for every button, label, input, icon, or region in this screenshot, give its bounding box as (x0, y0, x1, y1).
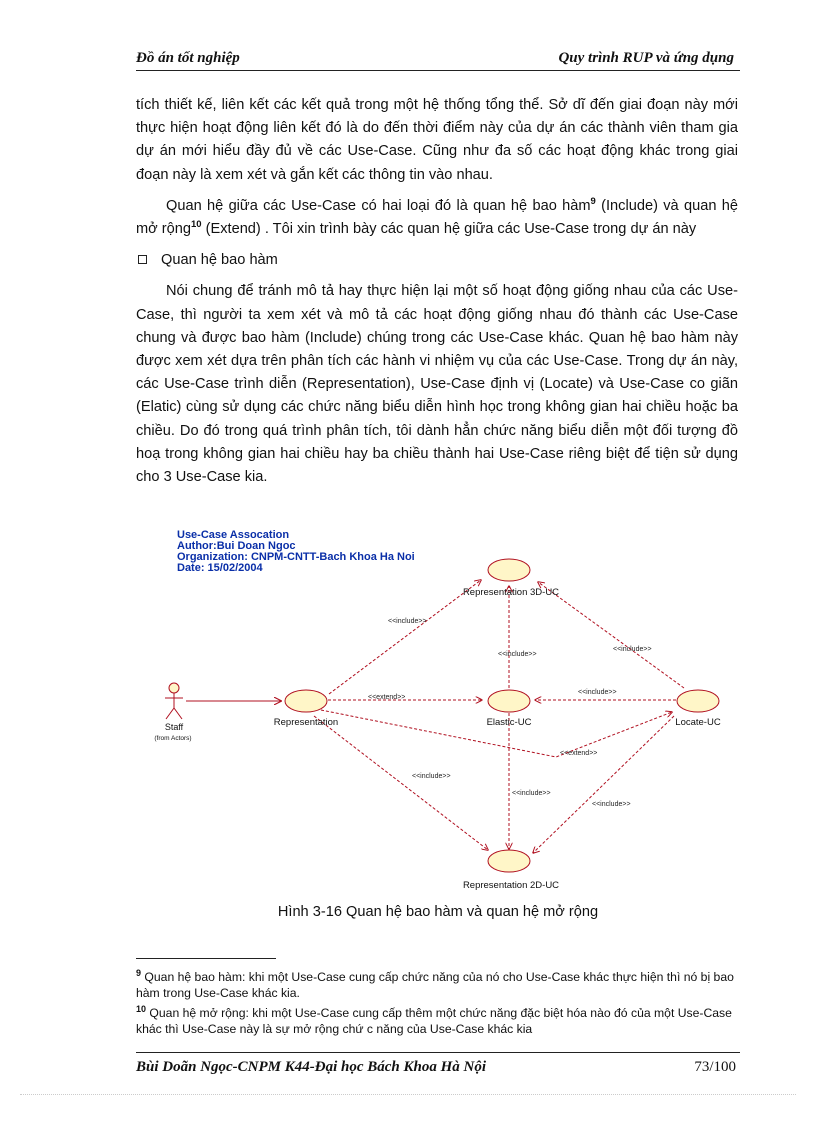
label-representation: Representation (273, 717, 339, 728)
actor-left-leg (166, 708, 174, 719)
footnote-9-number: 9 (136, 968, 142, 978)
use-case-diagram (136, 520, 740, 892)
footnote-9-text: Quan hệ bao hàm: khi một Use-Case cung cấp chức năng của nó cho Use-Case khác thực hiện thì nó bị bao hàm trong Use-Case khác kia. (136, 970, 734, 1001)
square-bullet-icon (138, 255, 147, 264)
bullet-text: Quan hệ bao hàm (161, 252, 278, 269)
label-include-elastic-3d: <<include>> (498, 651, 537, 658)
page-edge-divider (20, 1094, 796, 1095)
footer-author: Bùi Doãn Ngọc-CNPM K44-Đại học Bách Khoa Hà Nội (136, 1059, 487, 1075)
label-extend-rep-locate: <<extend>> (560, 750, 598, 757)
header-left: Đồ án tốt nghiệp (136, 50, 240, 66)
usecase-locate[interactable] (677, 690, 719, 712)
info-title: Use-Case Assocation (177, 529, 290, 541)
label-include-locate-2d: <<include>> (592, 801, 631, 808)
paragraph-3: Nói chung để tránh mô tả hay thực hiện lại một số hoạt động giống nhau của các Use-Case, thì người ta xem xét và mô tả các hoạt động giống nhau đó thành các Use-Case chung và được bao hàm (Include) chúng trong các Use-Case khác. Quan hệ bao hàm này được xem xét dựa trên phân tích các hành vi nhiệm vụ của các Use-Case. Trong dự án này, các Use-Case trình diễn (Representation), Use-Case định vị (Locate) và Use-Case co giãn (Elatic) cùng sử dụng các chức năng biểu diễn hình học trong không gian hai chiều hoặc ba chiều. Do đó trong quá trình phân tích, tôi dành hẳn chức năng biểu diễn một đối tượng đồ hoạ trong không gian hai chiều hay ba chiều thành hai Use-Case riêng biệt để tiện sử dụng cho 3 Use-Case kia. (136, 283, 738, 486)
actor-name: Staff (164, 722, 184, 732)
label-include-locate-elastic: <<include>> (578, 689, 617, 696)
use-cases (285, 559, 719, 872)
page-header (136, 48, 740, 71)
body-text (136, 94, 738, 497)
info-organization: Organization: CNPM-CNTT-Bach Khoa Ha Noi (177, 551, 415, 563)
actor-right-leg (174, 708, 182, 719)
usecase-representation-2d[interactable] (488, 850, 530, 872)
include-locate-to-2d[interactable] (533, 716, 674, 853)
paragraph-2-a: Quan hệ giữa các Use-Case có hai loại đó là quan hệ bao hàm (166, 197, 591, 214)
include-rep-to-2d[interactable] (314, 716, 488, 850)
actor-package: (from Actors) (154, 735, 192, 742)
footnote-10 (136, 1001, 740, 1037)
footnote-9 (136, 965, 740, 1001)
info-date: Date: 15/02/2004 (177, 562, 263, 574)
page-number: 73/100 (694, 1059, 736, 1075)
paragraph-2-b: (Include) và quan hệ mở rộng (136, 197, 738, 238)
actor-head (169, 683, 179, 693)
paragraph-2 (136, 195, 738, 241)
label-include-rep-2d: <<include>> (412, 773, 451, 780)
info-author: Author:Bui Doan Ngoc (177, 540, 296, 552)
footnote-ref-9[interactable]: 9 (590, 195, 596, 207)
page-footer (136, 1052, 740, 1076)
edges (186, 580, 684, 853)
figure-caption: Hình 3-16 Quan hệ bao hàm và quan hệ mở rộng (277, 904, 599, 920)
bullet-item (136, 249, 738, 272)
footnote-separator (136, 958, 276, 959)
include-rep-to-3d[interactable] (329, 580, 481, 694)
label-representation-2d: Representation 2D-UC (462, 880, 560, 891)
use-case-labels (274, 587, 721, 891)
usecase-elastic[interactable] (488, 690, 530, 712)
label-extend-rep-elastic: <<extend>> (368, 694, 406, 701)
footnotes (136, 965, 740, 1037)
diagram-info (177, 529, 415, 574)
usecase-representation-3d[interactable] (488, 559, 530, 581)
paragraph-1: tích thiết kế, liên kết các kết quả trong một hệ thống tổng thể. Sở dĩ đến giai đoạn này mới thực hiện hoạt động liên kết đó là do đến thời điểm này của dự án các thành viên tham gia dự án mới hiểu đầy đủ về các Use-Case. Cũng như đa số các hoạt động khác trong giai đoạn này là xem xét và gắn kết các thông tin vào nhau. (136, 97, 738, 183)
label-include-locate-3d: <<include>> (613, 646, 652, 653)
header-right: Quy trình RUP và ứng dụng (558, 50, 734, 66)
label-representation-3d: Representation 3D-UC (462, 587, 560, 598)
label-include-elastic-2d: <<include>> (512, 790, 551, 797)
footnote-ref-10[interactable]: 10 (191, 219, 202, 231)
footnote-10-text: Quan hệ mở rộng: khi một Use-Case cung cấp thêm một chức năng đặc biệt hóa nào đó của một Use-Case khác thì Use-Case này là sự mở rộng chứ c năng của Use-Case khác kia (136, 1006, 732, 1037)
label-locate: Locate-UC (675, 717, 721, 728)
label-elastic: Elastic-UC (486, 717, 532, 728)
usecase-representation[interactable] (285, 690, 327, 712)
actor-staff[interactable] (165, 683, 183, 719)
paragraph-2-c: (Extend) . Tôi xin trình bày các quan hệ giữa các Use-Case trong dự án này (201, 221, 697, 238)
footnote-10-number: 10 (136, 1004, 147, 1015)
include-locate-to-3d[interactable] (538, 582, 684, 688)
label-include-rep-3d: <<include>> (388, 618, 427, 625)
